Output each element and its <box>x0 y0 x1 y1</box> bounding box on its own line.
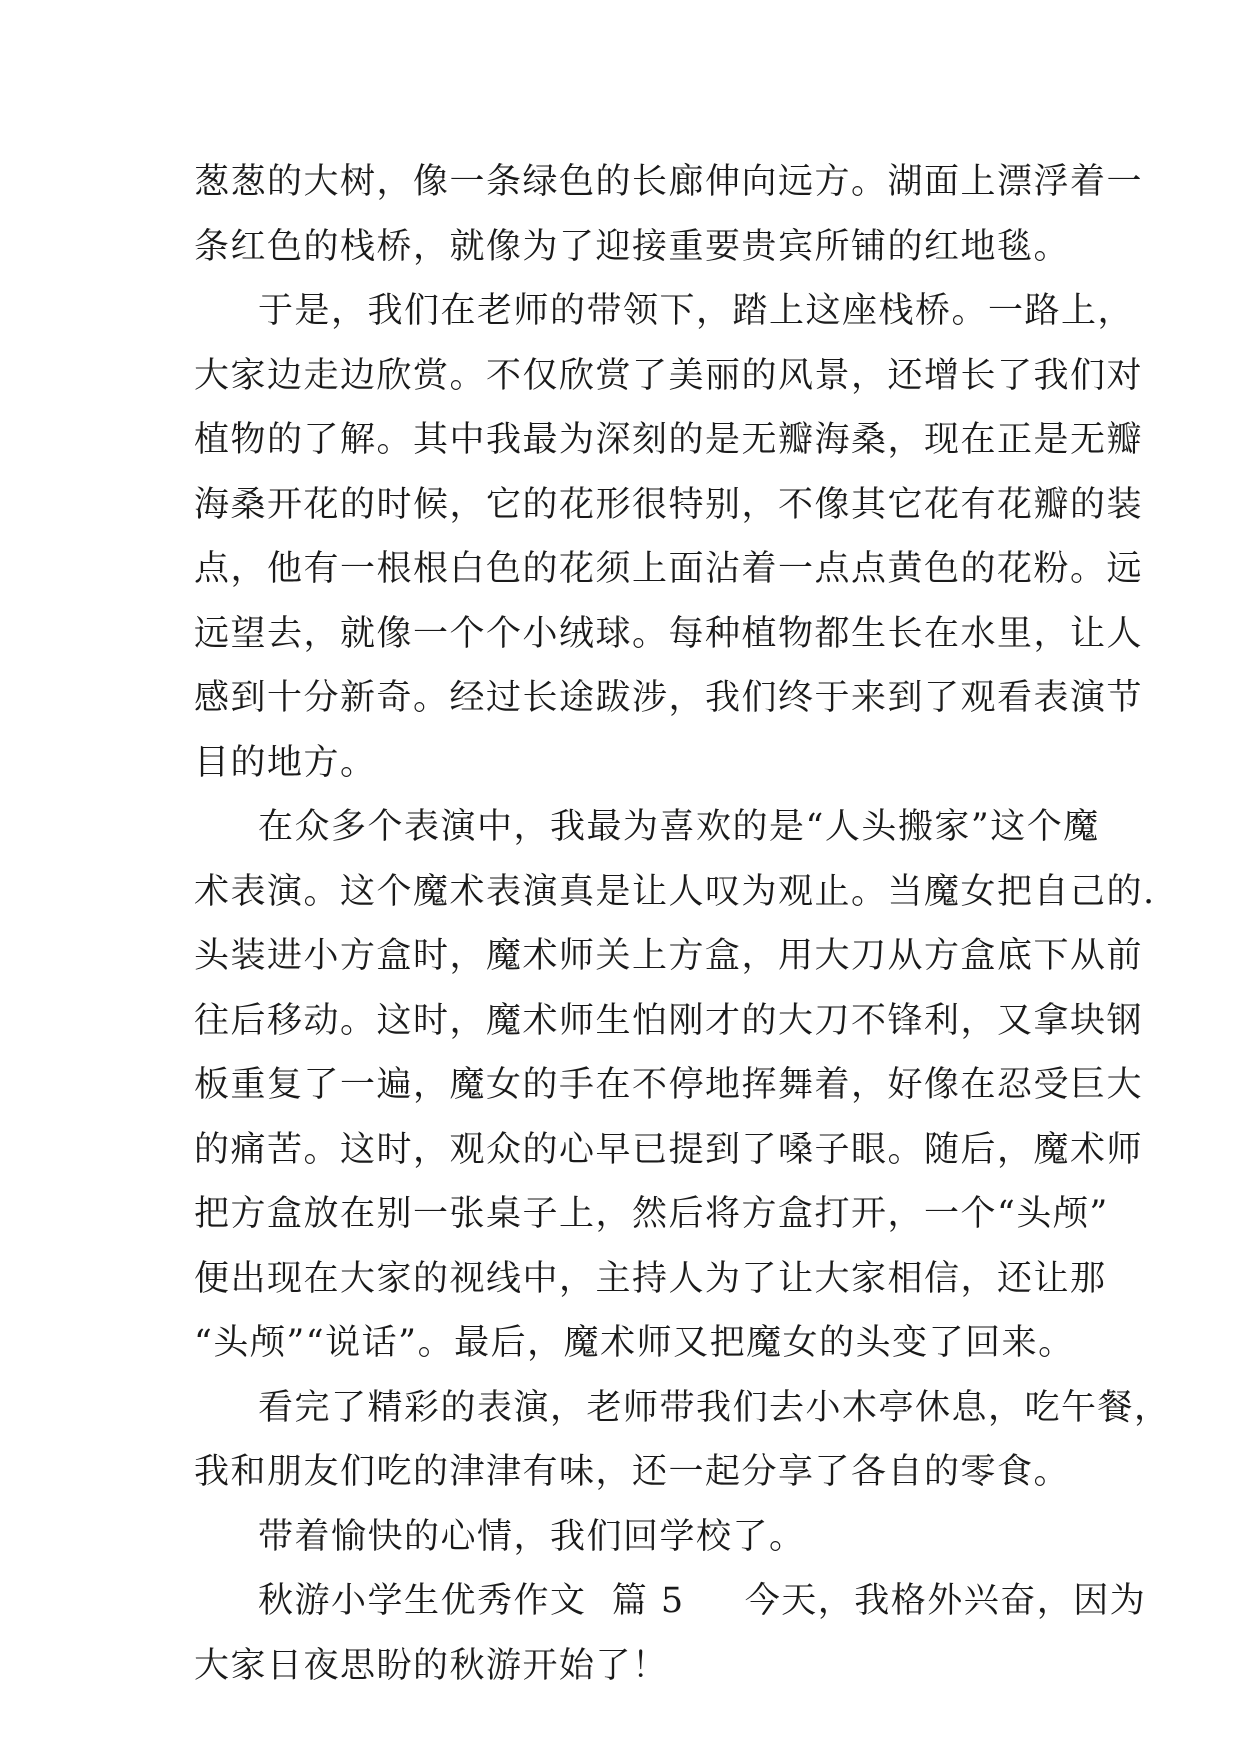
paragraph-line: 葱葱的大树，像一条绿色的长廊伸向远方。湖面上漂浮着一 <box>194 162 1144 202</box>
paragraph-line: 大家边走边欣赏。不仅欣赏了美丽的风景，还增长了我们对 <box>194 355 1144 396</box>
paragraph-line: 的痛苦。这时，观众的心早已提到了嗓子眼。随后，魔术师 <box>194 1129 1144 1170</box>
paragraph-line: 目的地方。 <box>194 742 377 783</box>
paragraph-line: 头装进小方盒时，魔术师关上方盒，用大刀从方盒底下从前 <box>194 936 1144 976</box>
paragraph-line: 术表演。这个魔术表演真是让人叹为观止。当魔女把自己的. <box>194 871 1156 912</box>
paragraph-line: 把方盒放在别一张桌子上，然后将方盒打开，一个“头颅” <box>194 1194 1109 1234</box>
paragraph-line: 点，他有一根根白色的花须上面沾着一点点黄色的花粉。远 <box>194 549 1144 589</box>
paragraph-line: 板重复了一遍，魔女的手在不停地挥舞着，好像在忍受巨大 <box>194 1065 1144 1105</box>
essay-section-number: 篇 5 <box>611 1581 685 1621</box>
paragraph-line: 看完了精彩的表演，老师带我们去小木亭休息，吃午餐， <box>258 1387 1171 1428</box>
paragraph-line: 大家日夜思盼的秋游开始了！ <box>194 1645 669 1686</box>
paragraph-line: 在众多个表演中，我最为喜欢的是“人头搬家”这个魔 <box>258 807 1100 847</box>
paragraph-line: 便出现在大家的视线中，主持人为了让大家相信，还让那 <box>194 1258 1107 1299</box>
essay-opening-text: 今天，我格外兴奋，因为 <box>744 1581 1147 1621</box>
essay-heading-line <box>194 1569 1147 1634</box>
essay-title: 秋游小学生优秀作文 <box>258 1581 587 1621</box>
paragraph-line: 往后移动。这时，魔术师生怕刚才的大刀不锋利，又拿块钢 <box>194 1000 1144 1041</box>
paragraph-line: 植物的了解。其中我最为深刻的是无瓣海桑，现在正是无瓣 <box>194 420 1144 460</box>
paragraph-line: 远望去，就像一个个小绒球。每种植物都生长在水里，让人 <box>194 613 1144 654</box>
paragraph-line: 海桑开花的时候，它的花形很特别，不像其它花有花瓣的装 <box>194 484 1144 525</box>
paragraph-line: 带着愉快的心情，我们回学校了。 <box>258 1516 806 1557</box>
paragraph-line: 我和朋友们吃的津津有味，还一起分享了各自的零食。 <box>194 1452 1071 1492</box>
paragraph-line: 于是，我们在老师的带领下，踏上这座栈桥。一路上， <box>258 291 1135 331</box>
paragraph-line: 条红色的栈桥，就像为了迎接重要贵宾所铺的红地毯。 <box>194 226 1071 267</box>
paragraph-line: “头颅”“说话”。最后，魔术师又把魔女的头变了回来。 <box>194 1323 1075 1363</box>
essay-body <box>194 150 1171 1698</box>
paragraph-line: 感到十分新奇。经过长途跋涉，我们终于来到了观看表演节 <box>194 678 1144 718</box>
